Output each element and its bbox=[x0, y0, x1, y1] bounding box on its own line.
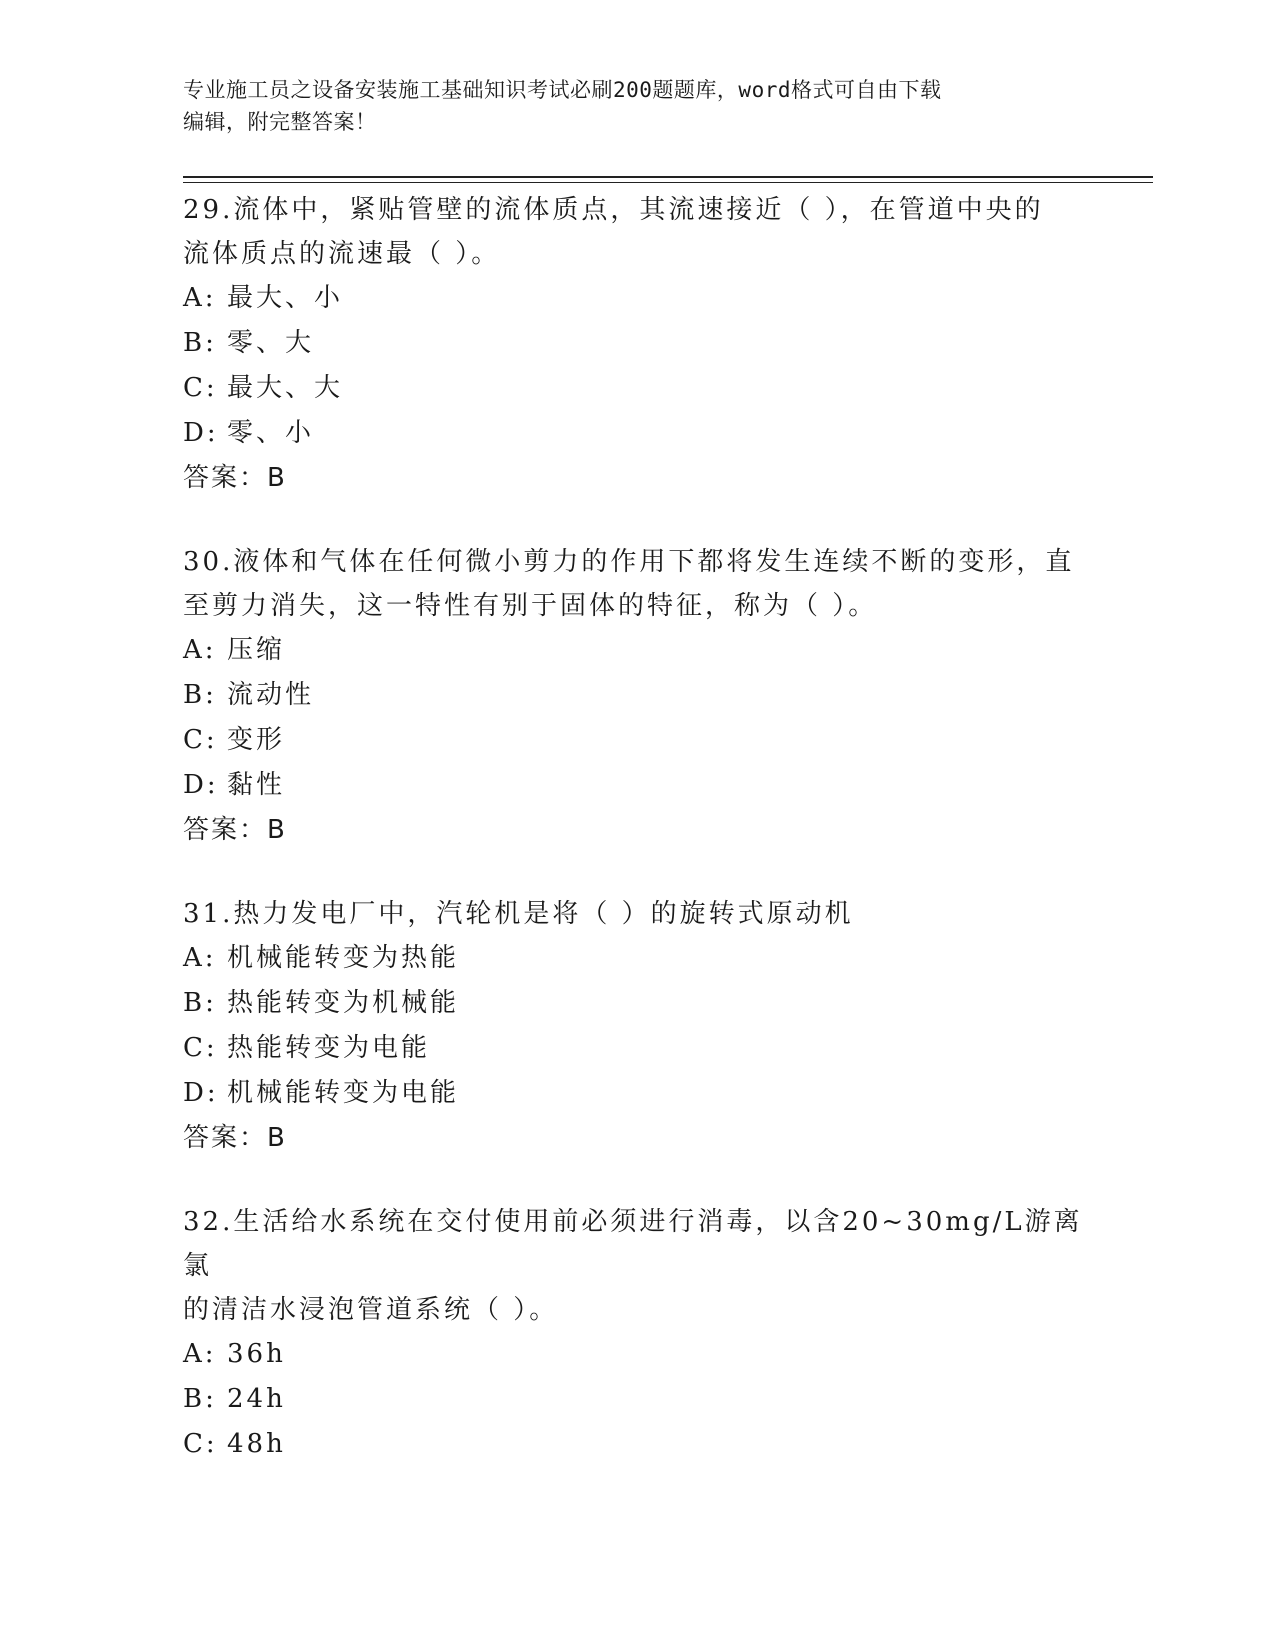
header-line-1: 专业施工员之设备安装施工基础知识考试必刷200题题库，word格式可自由下载 bbox=[183, 78, 942, 102]
option-letter: B: bbox=[183, 988, 217, 1018]
option-letter: A: bbox=[183, 635, 217, 665]
header-divider-thick bbox=[183, 176, 1153, 178]
option-letter: D: bbox=[183, 1078, 219, 1108]
option-text: 变形 bbox=[227, 725, 286, 755]
option-letter: A: bbox=[183, 943, 217, 973]
option-text: 压缩 bbox=[227, 635, 286, 665]
question-stem-line: 至剪力消失，这一特性有别于固体的特征，称为（ ）。 bbox=[183, 591, 878, 621]
question-stem-line: 29.流体中，紧贴管壁的流体质点，其流速接近（ ），在管道中央的 bbox=[183, 195, 1044, 225]
option-c bbox=[183, 1026, 1083, 1071]
option-text: 黏性 bbox=[227, 770, 286, 800]
question-stem-line: 流体质点的流速最（ ）。 bbox=[183, 239, 501, 269]
option-letter: D: bbox=[183, 770, 219, 800]
option-text: 36h bbox=[227, 1339, 286, 1369]
question-stem-line: 32.生活给水系统在交付使用前必须进行消毒，以含20~30mg/L游离氯 bbox=[183, 1207, 1083, 1281]
answer-line: 答案：B bbox=[183, 815, 287, 845]
option-b bbox=[183, 321, 1083, 366]
option-b bbox=[183, 673, 1083, 718]
option-c bbox=[183, 718, 1083, 763]
option-b bbox=[183, 1377, 1083, 1422]
option-a bbox=[183, 276, 1083, 321]
option-text: 24h bbox=[227, 1384, 286, 1414]
option-text: 48h bbox=[227, 1429, 286, 1459]
question-30 bbox=[183, 540, 1083, 852]
option-a bbox=[183, 1332, 1083, 1377]
question-32 bbox=[183, 1200, 1083, 1467]
option-letter: D: bbox=[183, 418, 219, 448]
question-stem-line: 的清洁水浸泡管道系统（ ）。 bbox=[183, 1295, 559, 1325]
option-letter: C: bbox=[183, 1429, 218, 1459]
option-text: 最大、小 bbox=[227, 283, 344, 313]
option-letter: C: bbox=[183, 725, 218, 755]
option-text: 机械能转变为电能 bbox=[227, 1078, 460, 1108]
question-29 bbox=[183, 188, 1083, 500]
document-header bbox=[183, 74, 1063, 138]
option-d bbox=[183, 763, 1083, 808]
option-text: 机械能转变为热能 bbox=[227, 943, 460, 973]
option-d bbox=[183, 1071, 1083, 1116]
option-letter: B: bbox=[183, 1384, 217, 1414]
option-c bbox=[183, 366, 1083, 411]
option-d bbox=[183, 411, 1083, 456]
option-letter: B: bbox=[183, 328, 217, 358]
answer-line: 答案：B bbox=[183, 463, 287, 493]
option-text: 零、大 bbox=[227, 328, 315, 358]
header-line-2: 编辑，附完整答案！ bbox=[183, 110, 377, 134]
option-c bbox=[183, 1422, 1083, 1467]
question-31 bbox=[183, 892, 1083, 1160]
answer-line: 答案：B bbox=[183, 1123, 287, 1153]
option-letter: A: bbox=[183, 283, 217, 313]
option-letter: B: bbox=[183, 680, 217, 710]
option-text: 热能转变为机械能 bbox=[227, 988, 460, 1018]
option-a bbox=[183, 628, 1083, 673]
option-b bbox=[183, 981, 1083, 1026]
question-stem-line: 30.液体和气体在任何微小剪力的作用下都将发生连续不断的变形，直 bbox=[183, 547, 1075, 577]
header-divider-thin bbox=[183, 182, 1153, 183]
option-letter: C: bbox=[183, 1033, 218, 1063]
option-text: 最大、大 bbox=[227, 373, 344, 403]
option-a bbox=[183, 936, 1083, 981]
question-list bbox=[183, 188, 1083, 1507]
option-letter: A: bbox=[183, 1339, 217, 1369]
option-text: 热能转变为电能 bbox=[227, 1033, 431, 1063]
option-text: 零、小 bbox=[227, 418, 315, 448]
option-text: 流动性 bbox=[227, 680, 315, 710]
question-stem-line: 31.热力发电厂中，汽轮机是将（ ）的旋转式原动机 bbox=[183, 899, 854, 929]
option-letter: C: bbox=[183, 373, 218, 403]
